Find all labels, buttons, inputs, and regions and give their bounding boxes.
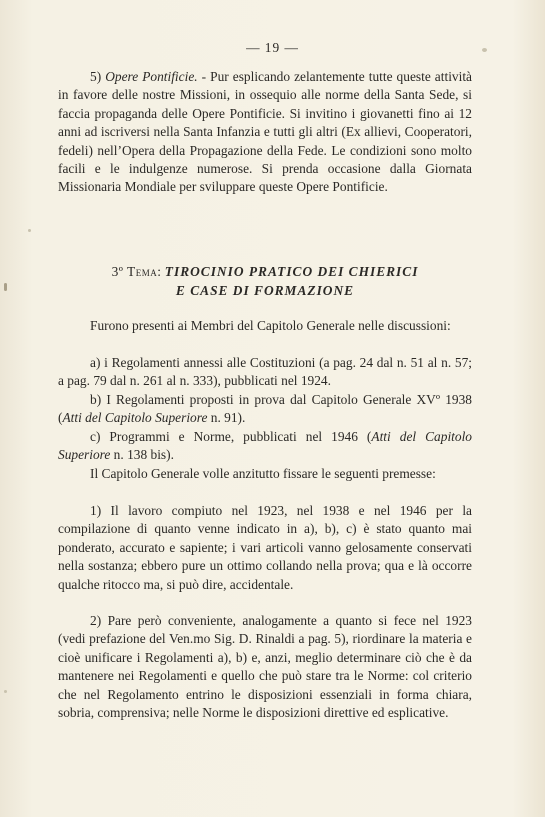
section-5-number: 5) [90,69,102,84]
item-b: b) I Regolamenti proposti in prova dal Capitolo Generale XVº 1938 (Atti del Capitolo Superiore n. 91). [58,392,472,426]
theme-heading-line-2 [58,281,472,300]
point-1-paragraph: 1) Il lavoro compiuto nel 1923, nel 1938 e nel 1946 per la compilazione di quanto venne indicato in a), b), c) è stato quanto mai ponderato, accurato e sapiente; i vari articoli vanno gelosamente conservati nella sostanza; ebbero pure un ottimo collando nella prova; qua e là occorre qualche ritocco ma, si può dire, accidentale. [58,503,472,592]
binding-mark [4,283,7,291]
premise-paragraph: Il Capitolo Generale volle anzitutto fissare le seguenti premesse: [90,466,436,481]
paper-speck [4,690,7,693]
paper-speck [28,229,31,232]
item-c-citation: Atti del Capitolo Superiore [58,429,472,463]
item-a: a) i Regolamenti annessi alle Costituzioni (a pag. 24 dal n. 51 al n. 57; a pag. 79 dal n. 261 al n. 333), pubblicati nel 1924. [58,355,472,389]
intro-paragraph: Furono presenti ai Membri del Capitolo Generale nelle discussioni: [90,318,451,333]
theme-title-line-1: TIROCINIO PRATICO DEI CHIERICI [164,264,419,279]
theme-title-line-2: E CASE DI FORMAZIONE [175,283,355,298]
item-c: c) Programmi e Norme, pubblicati nel 1946 (Atti del Capitolo Superiore n. 138 bis). [58,429,472,463]
theme-heading-line-1 [58,262,472,281]
theme-prefix: 3º Tema: [111,264,162,279]
section-5-text: - Pur esplicando zelantemente tutte queste attività in favore delle nostre Missioni, in ossequio alle norme della Santa Sede, si faccia propaganda delle Opere Pontificie. Si invitino i giovanetti fino ai 12 anni ad iscriversi nella Santa Infanzia e tutti gli altri (Ex allievi, Cooperatori, fedeli) nell’Opera della Propagazione della Fede. Le condizioni sono molto facili e le indulgenze numerose. Si prenda occasione dalla Giornata Missionaria Mondiale per sviluppare queste Opere Pontificie. [58,69,472,195]
paper-speck [482,48,487,52]
section-5-paragraph [58,68,472,197]
point-2-paragraph: 2) Pare però conveniente, analogamente a quanto si fece nel 1923 (vedi prefazione del Ven.mo Sig. D. Rinaldi a pag. 5), riordinare la materia e cioè unificare i Regolamenti a), b) e, anzi, meglio determinare ciò che è da mantenere nei Regolamenti e quello che può stare tra le Norme: col criterio che nel Regolamento entrino le disposizioni essenziali in forma chiara, sobria, comprensiva; nelle Norme le disposizioni direttive ed esplicative. [58,613,472,721]
page-number: — 19 — [246,40,299,55]
section-5-title: Opere Pontificie. [105,69,198,84]
item-b-citation: Atti del Capitolo Superiore [62,410,208,426]
